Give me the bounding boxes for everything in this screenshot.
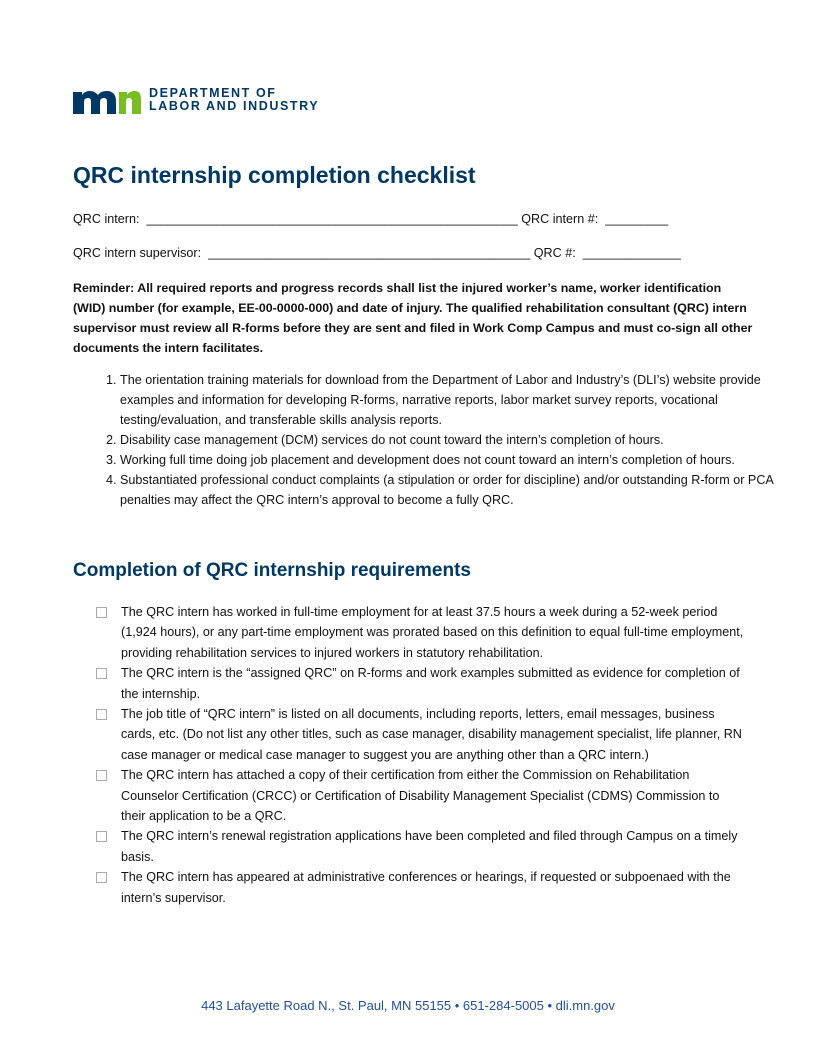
checkbox[interactable] — [96, 668, 107, 679]
page-title: QRC internship completion checklist — [73, 162, 476, 188]
dli-logo — [73, 86, 319, 114]
section-heading: Completion of QRC internship requirements — [73, 560, 471, 581]
checklist-item — [96, 765, 746, 826]
intern-number-label: QRC intern #: — [521, 212, 599, 226]
note-item: 1. The orientation training materials for download from the Department of Labor and Industry’s (DLI’s) website provide examples and information for developing R-forms, narrative reports, labor market survey reports, vocational testing/evaluation, and transferable skills analysis reports. — [120, 370, 790, 430]
qrc-number-input[interactable]: ______________ — [582, 246, 681, 260]
intern-number-input[interactable]: _________ — [605, 212, 669, 226]
checklist-text: The QRC intern has attached a copy of their certification from either the Commission on Rehabilitation Counselor Certification (CRCC) or Certification of Disability Management Specialist (CDMS) Commission to their application to be a QRC. — [121, 768, 720, 824]
supervisor-input[interactable]: ______________________________________________ — [208, 246, 531, 260]
checkbox[interactable] — [96, 831, 107, 842]
logo-line-2: LABOR AND INDUSTRY — [149, 99, 320, 113]
intern-label: QRC intern: — [73, 212, 140, 226]
checkbox[interactable] — [96, 607, 107, 618]
supervisor-field-row — [73, 246, 681, 260]
note-item: 4. Substantiated professional conduct complaints (a stipulation or order for discipline) and/or outstanding R-form or PCA penalties may affect the QRC intern’s approval to become a fully QRC. — [120, 470, 790, 510]
mn-logo-icon — [73, 86, 141, 114]
checklist-item — [96, 602, 746, 663]
note-item: 2. Disability case management (DCM) services do not count toward the intern’s completion of hours. — [120, 430, 790, 450]
checkbox[interactable] — [96, 709, 107, 720]
checklist-item — [96, 867, 746, 908]
footer-contact: 443 Lafayette Road N., St. Paul, MN 55155 • 651-284-5005 • dli.mn.gov — [201, 998, 615, 1013]
requirements-checklist — [96, 602, 746, 908]
checklist-text: The QRC intern has worked in full-time employment for at least 37.5 hours a week during a 52-week period (1,924 hours), or any part-time employment was prorated based on this definition to equal full-time employment, providing rehabilitation services to injured workers in statutory rehabilitation. — [121, 605, 744, 660]
logo-line-1: DEPARTMENT OF — [149, 86, 277, 100]
reminder-text: Reminder: All required reports and progress records shall list the injured worker’s name, worker identification (WID) number (for example, EE-00-0000-000) and date of injury. The qualified rehabilitation consultant (QRC) intern supervisor must review all R-forms before they are sent and filed in Work Comp Campus and must co-sign all other documents the intern facilitates. — [73, 281, 753, 355]
checklist-text: The QRC intern has appeared at administrative conferences or hearings, if requested or subpoenaed with the intern’s supervisor. — [121, 870, 731, 905]
checklist-item — [96, 663, 746, 704]
notes-list — [73, 370, 790, 510]
qrc-number-label: QRC #: — [533, 246, 576, 260]
checklist-text: The QRC intern’s renewal registration applications have been completed and filed through Campus on a timely basis. — [121, 829, 738, 864]
intern-input[interactable]: _____________________________________________________ — [146, 212, 518, 226]
checklist-text: The job title of “QRC intern” is listed on all documents, including reports, letters, email messages, business cards, etc. (Do not list any other titles, such as case manager, disability management specialist, life planner, RN case manager or medical case manager to suggest you are anything other than a QRC intern.) — [121, 707, 742, 762]
checkbox[interactable] — [96, 872, 107, 883]
supervisor-label: QRC intern supervisor: — [73, 246, 202, 260]
checklist-item — [96, 826, 746, 867]
checklist-item — [96, 704, 746, 765]
note-item: 3. Working full time doing job placement and development does not count toward an intern’s completion of hours. — [120, 450, 790, 470]
intern-field-row — [73, 212, 668, 226]
checklist-text: The QRC intern is the “assigned QRC” on R-forms and work examples submitted as evidence for completion of the internship. — [121, 666, 740, 701]
checkbox[interactable] — [96, 770, 107, 781]
